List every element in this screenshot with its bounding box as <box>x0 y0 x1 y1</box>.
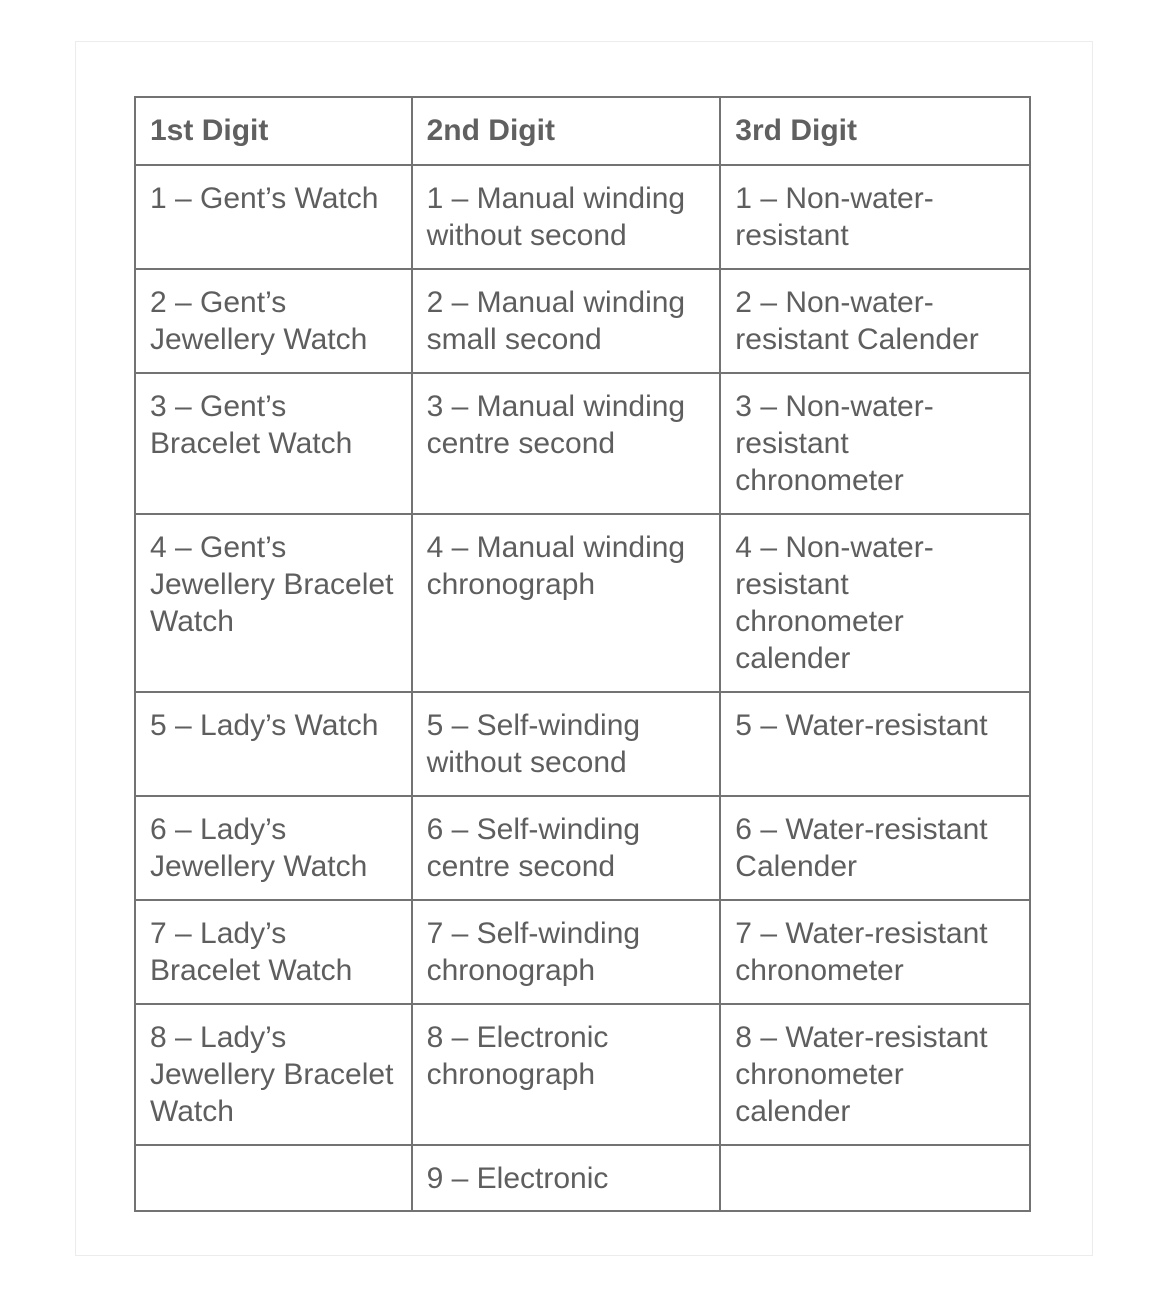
table-cell: 7 – Self-winding chronograph <box>413 901 720 1003</box>
table-row <box>136 270 1029 372</box>
table-row <box>136 693 1029 795</box>
table-cell: 3 – Non-water-resistant chronometer <box>721 374 1029 513</box>
table-row <box>136 1146 1029 1210</box>
table-cell-empty <box>721 1146 1029 1210</box>
table-cell: 1 – Non-water-resistant <box>721 166 1029 268</box>
table-row <box>136 374 1029 513</box>
table-cell: 5 – Water-resistant <box>721 693 1029 795</box>
table-cell: 1 – Manual winding without second <box>413 166 720 268</box>
table-cell: 5 – Lady’s Watch <box>136 693 411 795</box>
table-cell: 6 – Self-winding centre second <box>413 797 720 899</box>
table-row <box>136 1005 1029 1144</box>
table-row <box>136 166 1029 268</box>
table-cell: 6 – Lady’s Jewellery Watch <box>136 797 411 899</box>
table-cell: 9 – Electronic <box>413 1146 720 1210</box>
table-cell: 8 – Lady’s Jewellery Bracelet Watch <box>136 1005 411 1144</box>
table-cell: 6 – Water-resistant Calender <box>721 797 1029 899</box>
header-1st-digit: 1st Digit <box>136 98 411 164</box>
header-3rd-digit: 3rd Digit <box>721 98 1029 164</box>
table-cell: 3 – Gent’s Bracelet Watch <box>136 374 411 513</box>
table-header-row <box>136 98 1029 164</box>
table-cell: 4 – Non-water-resistant chronometer calender <box>721 515 1029 691</box>
table-cell: 4 – Manual winding chronograph <box>413 515 720 691</box>
table-cell: 1 – Gent’s Watch <box>136 166 411 268</box>
digit-code-table <box>134 96 1031 1212</box>
table-cell: 3 – Manual winding centre second <box>413 374 720 513</box>
table-cell: 8 – Water-resistant chronometer calender <box>721 1005 1029 1144</box>
table-cell: 2 – Gent’s Jewellery Watch <box>136 270 411 372</box>
table-cell: 2 – Non-water-resistant Calender <box>721 270 1029 372</box>
table-cell: 5 – Self-winding without second <box>413 693 720 795</box>
table-cell-empty <box>136 1146 411 1210</box>
table-cell: 7 – Lady’s Bracelet Watch <box>136 901 411 1003</box>
table-cell: 8 – Electronic chronograph <box>413 1005 720 1144</box>
header-2nd-digit: 2nd Digit <box>413 98 720 164</box>
table-row <box>136 901 1029 1003</box>
table-row <box>136 515 1029 691</box>
table-row <box>136 797 1029 899</box>
table-cell: 2 – Manual winding small second <box>413 270 720 372</box>
table-cell: 4 – Gent’s Jewellery Bracelet Watch <box>136 515 411 691</box>
table-cell: 7 – Water-resistant chronometer <box>721 901 1029 1003</box>
